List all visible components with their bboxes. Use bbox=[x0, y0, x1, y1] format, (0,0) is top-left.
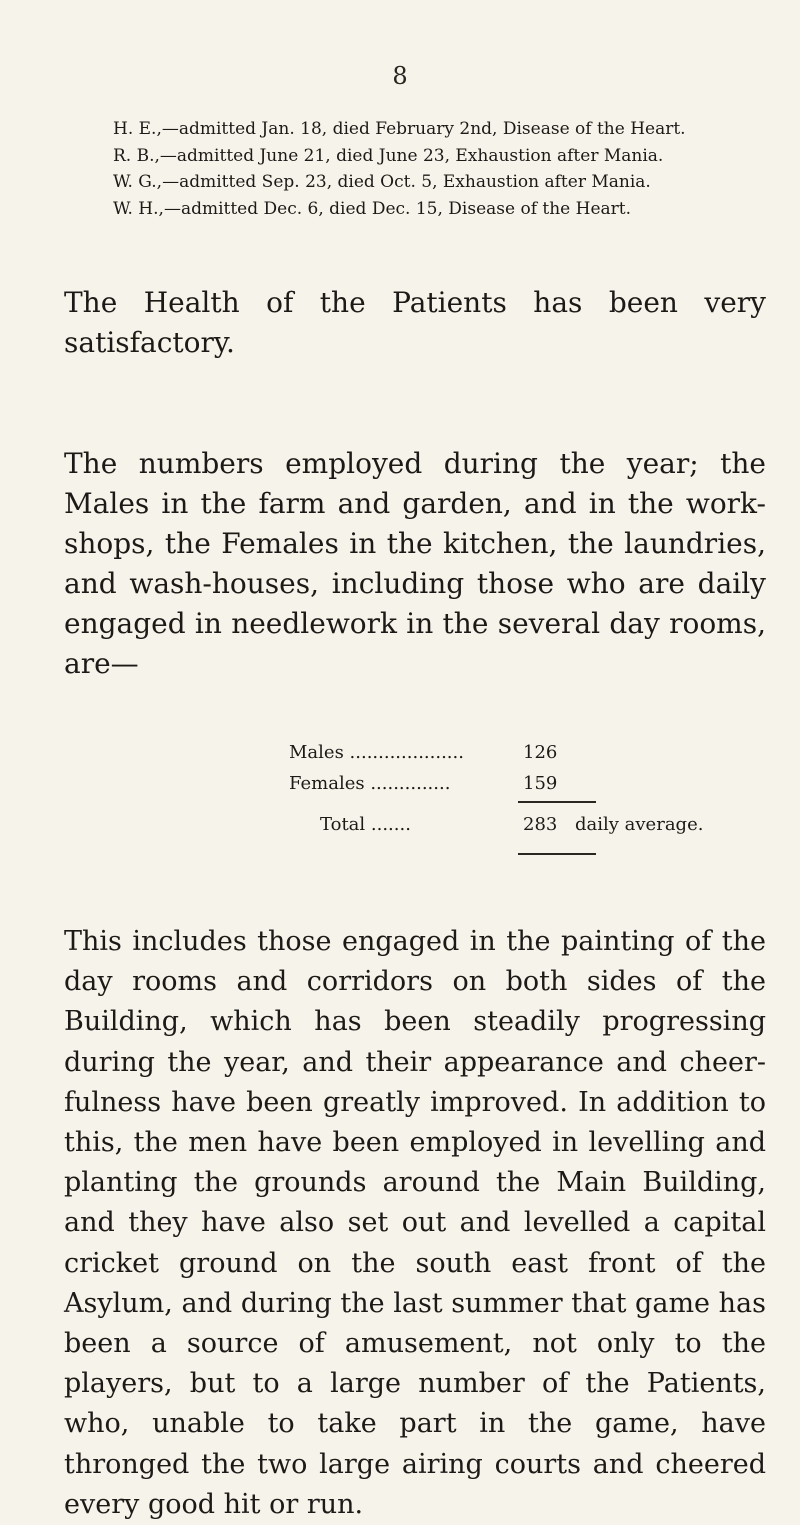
table-total-row bbox=[0, 814, 800, 840]
page-number: 8 bbox=[392, 62, 408, 90]
row-value: 159 bbox=[523, 773, 558, 794]
row-value: 126 bbox=[523, 742, 558, 763]
total-value: 283 bbox=[523, 814, 558, 835]
deaths-list bbox=[113, 116, 793, 222]
closing-rule bbox=[518, 853, 596, 855]
death-entry: W. H.,—admitted Dec. 6, died Dec. 15, Disease of the Heart. bbox=[113, 198, 632, 219]
row-label: Males .................... bbox=[289, 742, 464, 763]
death-entry: H. E.,—admitted Jan. 18, died February 2nd, Disease of the Heart. bbox=[113, 119, 686, 139]
total-note: daily average. bbox=[575, 814, 704, 835]
paragraph-health: The Health of the Patients has been very satisfactory. bbox=[64, 286, 766, 359]
table-row bbox=[0, 773, 800, 799]
paragraph-numbers-employed: The numbers employed during the year; the Males in the farm and garden, and in the work-shops, the Females in the kitchen, the laundries, and wash-houses, including those who are daily engaged in needlework in the several day rooms, are— bbox=[64, 447, 766, 680]
sum-rule bbox=[518, 801, 596, 803]
paragraph-painting: This includes those engaged in the painting of the day rooms and corridors on both sides of the Building, which has been steadily progressing during the year, and their appearance and cheer-fulness have been greatly improved. In addition to this, the men have been employed in levelling and planting the grounds around the Main Building, and they have also set out and levelled a capital cricket ground on the south east front of the Asylum, and during the last summer that game has been a source of amusement, not only to the players, but to a large number of the Patients, who, unable to take part in the game, have thronged the two large airing courts and cheered every good hit or run. bbox=[64, 926, 766, 1520]
row-label: Females .............. bbox=[289, 773, 451, 794]
table-row bbox=[0, 742, 800, 768]
death-entry: R. B.,—admitted June 21, died June 23, Exhaustion after Mania. bbox=[113, 145, 664, 166]
total-label: Total ....... bbox=[320, 814, 411, 835]
death-entry: W. G.,—admitted Sep. 23, died Oct. 5, Exhaustion after Mania. bbox=[113, 172, 651, 192]
